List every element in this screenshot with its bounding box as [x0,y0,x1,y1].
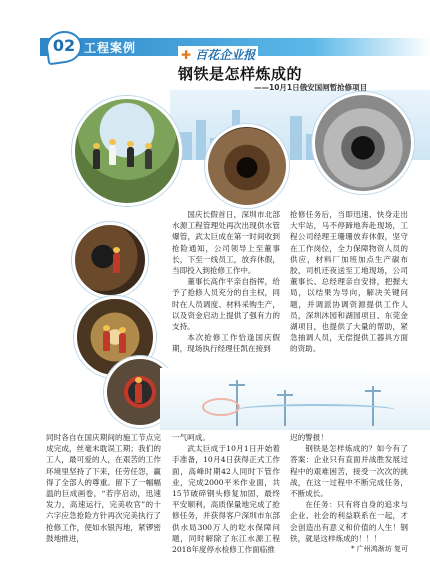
page-number: 02 [52,36,76,55]
logo-mark-icon: ✚ [181,48,192,62]
paragraph: 同时各自在国庆期间的施工节点完成完成，丝毫未耽误工期；我们的工人，最可爱的人，在艰苦的工作环境里坚持了下来，任劳任怨，赢得了全部人的尊重。留下了一幅幅温的巨成画卷，“若序启动，迅速发力，高速运行，完美收官”的十六字应急抢险方针再次完美执行了抢修工作，使如水银泻地，紧锣密鼓地推进， [46,433,161,543]
paragraph: 本次抢修工作恰逢国庆假期，现场执行经理任凯在接到 [172,333,280,354]
paragraph: 在任务：只有将自身的追求与企业、社会的利益联系在一起，才会创造出有意义和价值的人生！钢铁，就是这样炼成的！！！ [290,500,408,543]
photo-pipe-interior [205,124,289,208]
article-column-5 [290,432,408,565]
paragraph: 钢铁是怎样炼成的？如今有了答案：企业只有直面并战胜发展过程中的艰难困苦，接受一次次的挑战，在这一过程中不断完成任务，不断成长。 [290,444,408,499]
paragraph: 国庆长假首日，深圳市北部水源工程管理处再次出现供水管爆管，武太巨成在第一时间收到抢险通知，公司领导上至董事长，下至一线员工，放弃休假，当即投入到抢修工作中。 [172,210,280,276]
photo-worker-in-pipe [72,222,148,298]
paragraph: 武太巨成于10月1日开始着手准备，10月4日获得正式工作面，高峰时期42人同时下管作业，完成2000平米作业面，共15节破碎钢头修复加固，最终平安顺利，高质保量地完成了抢修任务，并获得客户深圳市东部供水局300万人的吃水保障问题，同时解除了东江水源工程2018年度停水检修工作面临推 [172,444,280,555]
photo-site-visit [72,96,182,206]
article-column-4 [172,432,280,565]
paragraph: 抢修任务后，当即迅速、快身走出大牢站，马不停蹄地奔赴现场，工程公司经理王珊珊放弃休假，坚守在工作岗位，全力保障物资人员的供应，材料厂加班加点生产碳布胶，司机还夜送至工地现场，公司董事长、总经理亲自安排，把握大局，以结果为导向，解决关键问题，并调派协调资源提供工作人员，深圳沐园和湖园项目、东莞金湖项目，也提供了大量的帮助，紧急抽调人员，无偿提供工器具方面的资助。 [290,210,408,354]
article-subtitle: ——10月1日俄安国闸暂抢修项目 [254,83,368,92]
article-column-2 [290,209,408,419]
article-column-1 [172,209,280,419]
paragraph: 董事长高作平亲自指挥，给予了抢修人员充分的自主权，同时在人员调度、材料采购生产，以及资金启动上提供了强有力的支持。 [172,277,280,332]
logo-text: 百花企业报 [195,48,256,62]
publication-logo [178,46,258,63]
paragraph: 一气呵成。 [172,433,210,442]
paragraph: 迟的警报！ [290,433,328,442]
article-column-3 [46,432,161,565]
section-title: 工程案例 [84,41,137,55]
author-credit: * 广州鸿渐坊 复可 [351,545,408,554]
photo-tunnel-lining [312,92,414,194]
article-title: 钢铁是怎样炼成的 [178,65,303,83]
